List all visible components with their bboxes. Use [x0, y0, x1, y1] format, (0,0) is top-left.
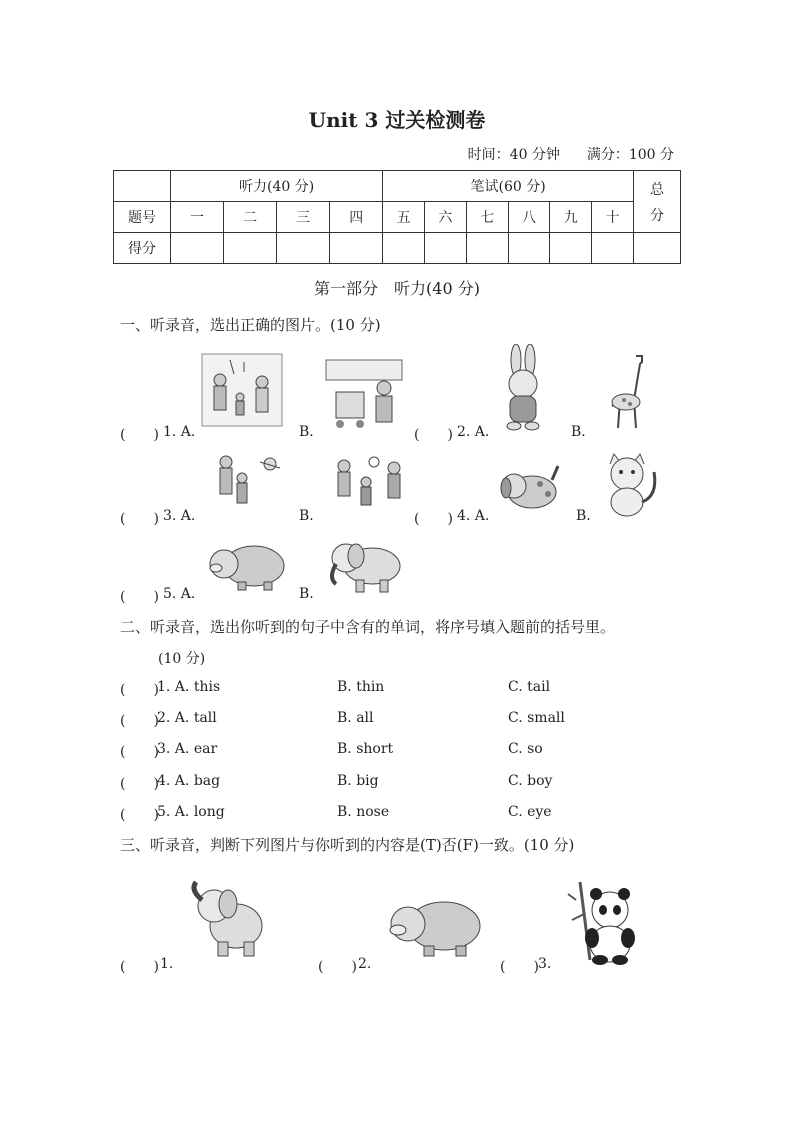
dog-picture	[496, 458, 564, 520]
score-cell[interactable]	[224, 233, 277, 264]
option-a: 1. A. this	[157, 679, 221, 695]
question-label: 2. A.	[457, 424, 490, 440]
score-table	[113, 170, 681, 264]
col-header: 五	[383, 202, 425, 233]
kids-ball-picture	[326, 452, 408, 518]
panda-picture	[566, 880, 644, 968]
col-header: 四	[330, 202, 383, 233]
option-c: C. small	[508, 710, 565, 726]
full-score: 满分：100 分	[586, 147, 674, 163]
answer-paren[interactable]: ( )	[414, 511, 453, 527]
elephant-picture	[188, 880, 270, 962]
blank-cell	[114, 171, 171, 202]
rabbit-picture	[494, 344, 554, 434]
section2-points: (10 分)	[158, 651, 206, 667]
score-cell[interactable]	[466, 233, 508, 264]
score-cell[interactable]	[550, 233, 592, 264]
option-b: B. short	[337, 741, 394, 757]
col-header: 十	[592, 202, 634, 233]
option-c: C. so	[508, 741, 543, 757]
option-b-label: B.	[299, 508, 314, 524]
family-playing-picture	[204, 448, 286, 518]
answer-paren[interactable]: ( )	[414, 427, 453, 443]
score-cell[interactable]	[508, 233, 550, 264]
option-c: C. eye	[508, 804, 552, 820]
pig-picture	[204, 540, 288, 594]
col-header: 八	[508, 202, 550, 233]
option-b: B. thin	[337, 679, 385, 695]
col-header: 七	[466, 202, 508, 233]
score-cell[interactable]	[592, 233, 634, 264]
option-b: B. all	[337, 710, 374, 726]
score-label: 得分	[114, 233, 171, 264]
option-b-label: B.	[576, 508, 591, 524]
cat-picture	[598, 452, 664, 522]
score-cell[interactable]	[171, 233, 224, 264]
option-a: 4. A. bag	[157, 773, 221, 789]
answer-paren[interactable]: ( )	[318, 959, 357, 975]
question-label: 5. A.	[163, 586, 196, 602]
listening-header: 听力(40 分)	[171, 171, 383, 202]
time-limit: 时间：40 分钟	[467, 147, 560, 163]
col-header: 一	[171, 202, 224, 233]
question-label: 1.	[160, 956, 174, 972]
answer-paren[interactable]: ( )	[120, 744, 159, 760]
answer-paren[interactable]: ( )	[120, 776, 159, 792]
score-cell[interactable]	[634, 233, 681, 264]
question-label: 1. A.	[163, 424, 196, 440]
part-heading: 第一部分 听力(40 分)	[314, 279, 480, 298]
section1-heading: 一、听录音，选出正确的图片。(10 分)	[120, 316, 381, 334]
question-label: 2.	[358, 956, 372, 972]
option-c: C. boy	[508, 773, 553, 789]
option-a: 2. A. tall	[157, 710, 217, 726]
answer-paren[interactable]: ( )	[120, 713, 159, 729]
total-top: 总	[650, 181, 664, 198]
score-cell[interactable]	[277, 233, 330, 264]
col-header: 九	[550, 202, 592, 233]
total-bottom: 分	[650, 207, 664, 224]
answer-paren[interactable]: ( )	[120, 959, 159, 975]
answer-paren[interactable]: ( )	[120, 682, 159, 698]
score-cell[interactable]	[425, 233, 467, 264]
option-b-label: B.	[571, 424, 586, 440]
pig-picture	[384, 894, 486, 960]
section2-heading: 二、听录音，选出你听到的句子中含有的单词，将序号填入题前的括号里。	[120, 618, 616, 636]
option-a: 5. A. long	[157, 804, 225, 820]
giraffe-picture	[596, 350, 656, 434]
col-header: 二	[224, 202, 277, 233]
score-cell[interactable]	[330, 233, 383, 264]
option-a: 3. A. ear	[157, 741, 218, 757]
page-title: Unit 3 过关检测卷	[308, 108, 486, 132]
total-header	[634, 171, 681, 233]
shopping-picture	[322, 356, 407, 434]
elephant-picture	[322, 538, 408, 596]
row-label: 题号	[114, 202, 171, 233]
col-header: 三	[277, 202, 330, 233]
option-c: C. tail	[508, 679, 551, 695]
score-cell[interactable]	[383, 233, 425, 264]
answer-paren[interactable]: ( )	[120, 589, 159, 605]
family-zoo-picture	[200, 352, 285, 432]
question-label: 3.	[538, 956, 552, 972]
exam-meta	[468, 144, 674, 164]
option-b: B. big	[337, 773, 379, 789]
question-label: 4. A.	[457, 508, 490, 524]
section3-heading: 三、听录音，判断下列图片与你听到的内容是(T)否(F)一致。(10 分)	[120, 836, 575, 854]
option-b-label: B.	[299, 424, 314, 440]
answer-paren[interactable]: ( )	[120, 427, 159, 443]
option-b: B. nose	[337, 804, 390, 820]
question-label: 3. A.	[163, 508, 196, 524]
answer-paren[interactable]: ( )	[120, 511, 159, 527]
answer-paren[interactable]: ( )	[120, 807, 159, 823]
option-b-label: B.	[299, 586, 314, 602]
answer-paren[interactable]: ( )	[500, 959, 539, 975]
col-header: 六	[425, 202, 467, 233]
writing-header: 笔试(60 分)	[383, 171, 634, 202]
